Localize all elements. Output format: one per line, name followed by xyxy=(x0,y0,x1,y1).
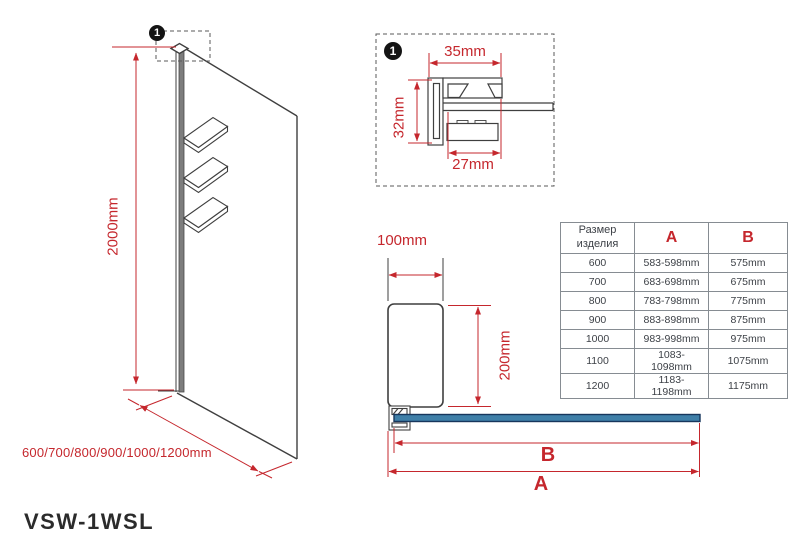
a-cell: 983-998mm xyxy=(635,330,709,349)
a-cell: 883-898mm xyxy=(635,311,709,330)
profile-cross-section xyxy=(428,78,553,145)
size-cell: 900 xyxy=(561,311,635,330)
profile-top-cap xyxy=(171,44,188,54)
table-row xyxy=(561,311,788,330)
a-cell: 683-698mm xyxy=(635,273,709,292)
size-cell: 1200 xyxy=(561,374,635,399)
panel-top-edge xyxy=(186,49,297,116)
shelf-2 xyxy=(184,158,228,193)
size-cell: 1000 xyxy=(561,330,635,349)
a-cell: 1083-1098mm xyxy=(635,349,709,374)
model-name: VSW-1WSL xyxy=(24,509,155,534)
table-row xyxy=(561,254,788,273)
table-row xyxy=(561,292,788,311)
b-cell: 875mm xyxy=(709,311,788,330)
size-table-header xyxy=(561,223,788,254)
size-header-line1: Размер xyxy=(578,224,617,237)
available-widths-label: 600/700/800/900/1000/1200mm xyxy=(22,445,212,460)
size-cell: 600 xyxy=(561,254,635,273)
column-a-header: A xyxy=(635,223,709,254)
b-cell: 775mm xyxy=(709,292,788,311)
table-row xyxy=(561,330,788,349)
glass-edge xyxy=(443,103,553,111)
a-cell: 783-798mm xyxy=(635,292,709,311)
dim-32mm-label: 32mm xyxy=(390,96,408,139)
b-cell: 1175mm xyxy=(709,374,788,399)
clamp-block xyxy=(447,124,498,141)
callout-1-badge: 1 xyxy=(149,25,165,41)
height-dimension-label: 2000mm xyxy=(104,197,122,256)
dim-200mm-label: 200mm xyxy=(496,330,514,381)
shelf-1 xyxy=(184,118,228,153)
dim-b-label: B xyxy=(540,444,556,466)
isometric-panel-drawing xyxy=(158,44,297,460)
b-cell: 1075mm xyxy=(709,349,788,374)
column-b-header: B xyxy=(709,223,788,254)
b-cell: 575mm xyxy=(709,254,788,273)
size-cell: 1100 xyxy=(561,349,635,374)
b-cell: 675mm xyxy=(709,273,788,292)
size-cell: 800 xyxy=(561,292,635,311)
table-row xyxy=(561,273,788,292)
isometric-dimensions xyxy=(112,47,292,478)
dim-a-label: A xyxy=(533,473,549,495)
detail-1-badge: 1 xyxy=(384,42,402,60)
support-bracket xyxy=(388,304,443,407)
table-row xyxy=(561,374,788,399)
shelf-3 xyxy=(184,198,228,233)
wall-profile-bar xyxy=(179,51,184,392)
glass-panel-plan xyxy=(394,415,700,422)
table-row xyxy=(561,349,788,374)
width-dimension-line xyxy=(140,406,258,472)
size-header-line2: изделия xyxy=(576,238,619,250)
dim-100mm-label: 100mm xyxy=(377,232,428,249)
b-cell: 975mm xyxy=(709,330,788,349)
dim-35mm-label: 35mm xyxy=(444,43,486,60)
dim-27mm-label: 27mm xyxy=(452,156,494,173)
size-column-header xyxy=(561,223,635,254)
a-cell: 1183-1198mm xyxy=(635,374,709,399)
size-cell: 700 xyxy=(561,273,635,292)
detail-dimensions xyxy=(408,53,501,159)
size-table xyxy=(560,222,788,399)
a-cell: 583-598mm xyxy=(635,254,709,273)
